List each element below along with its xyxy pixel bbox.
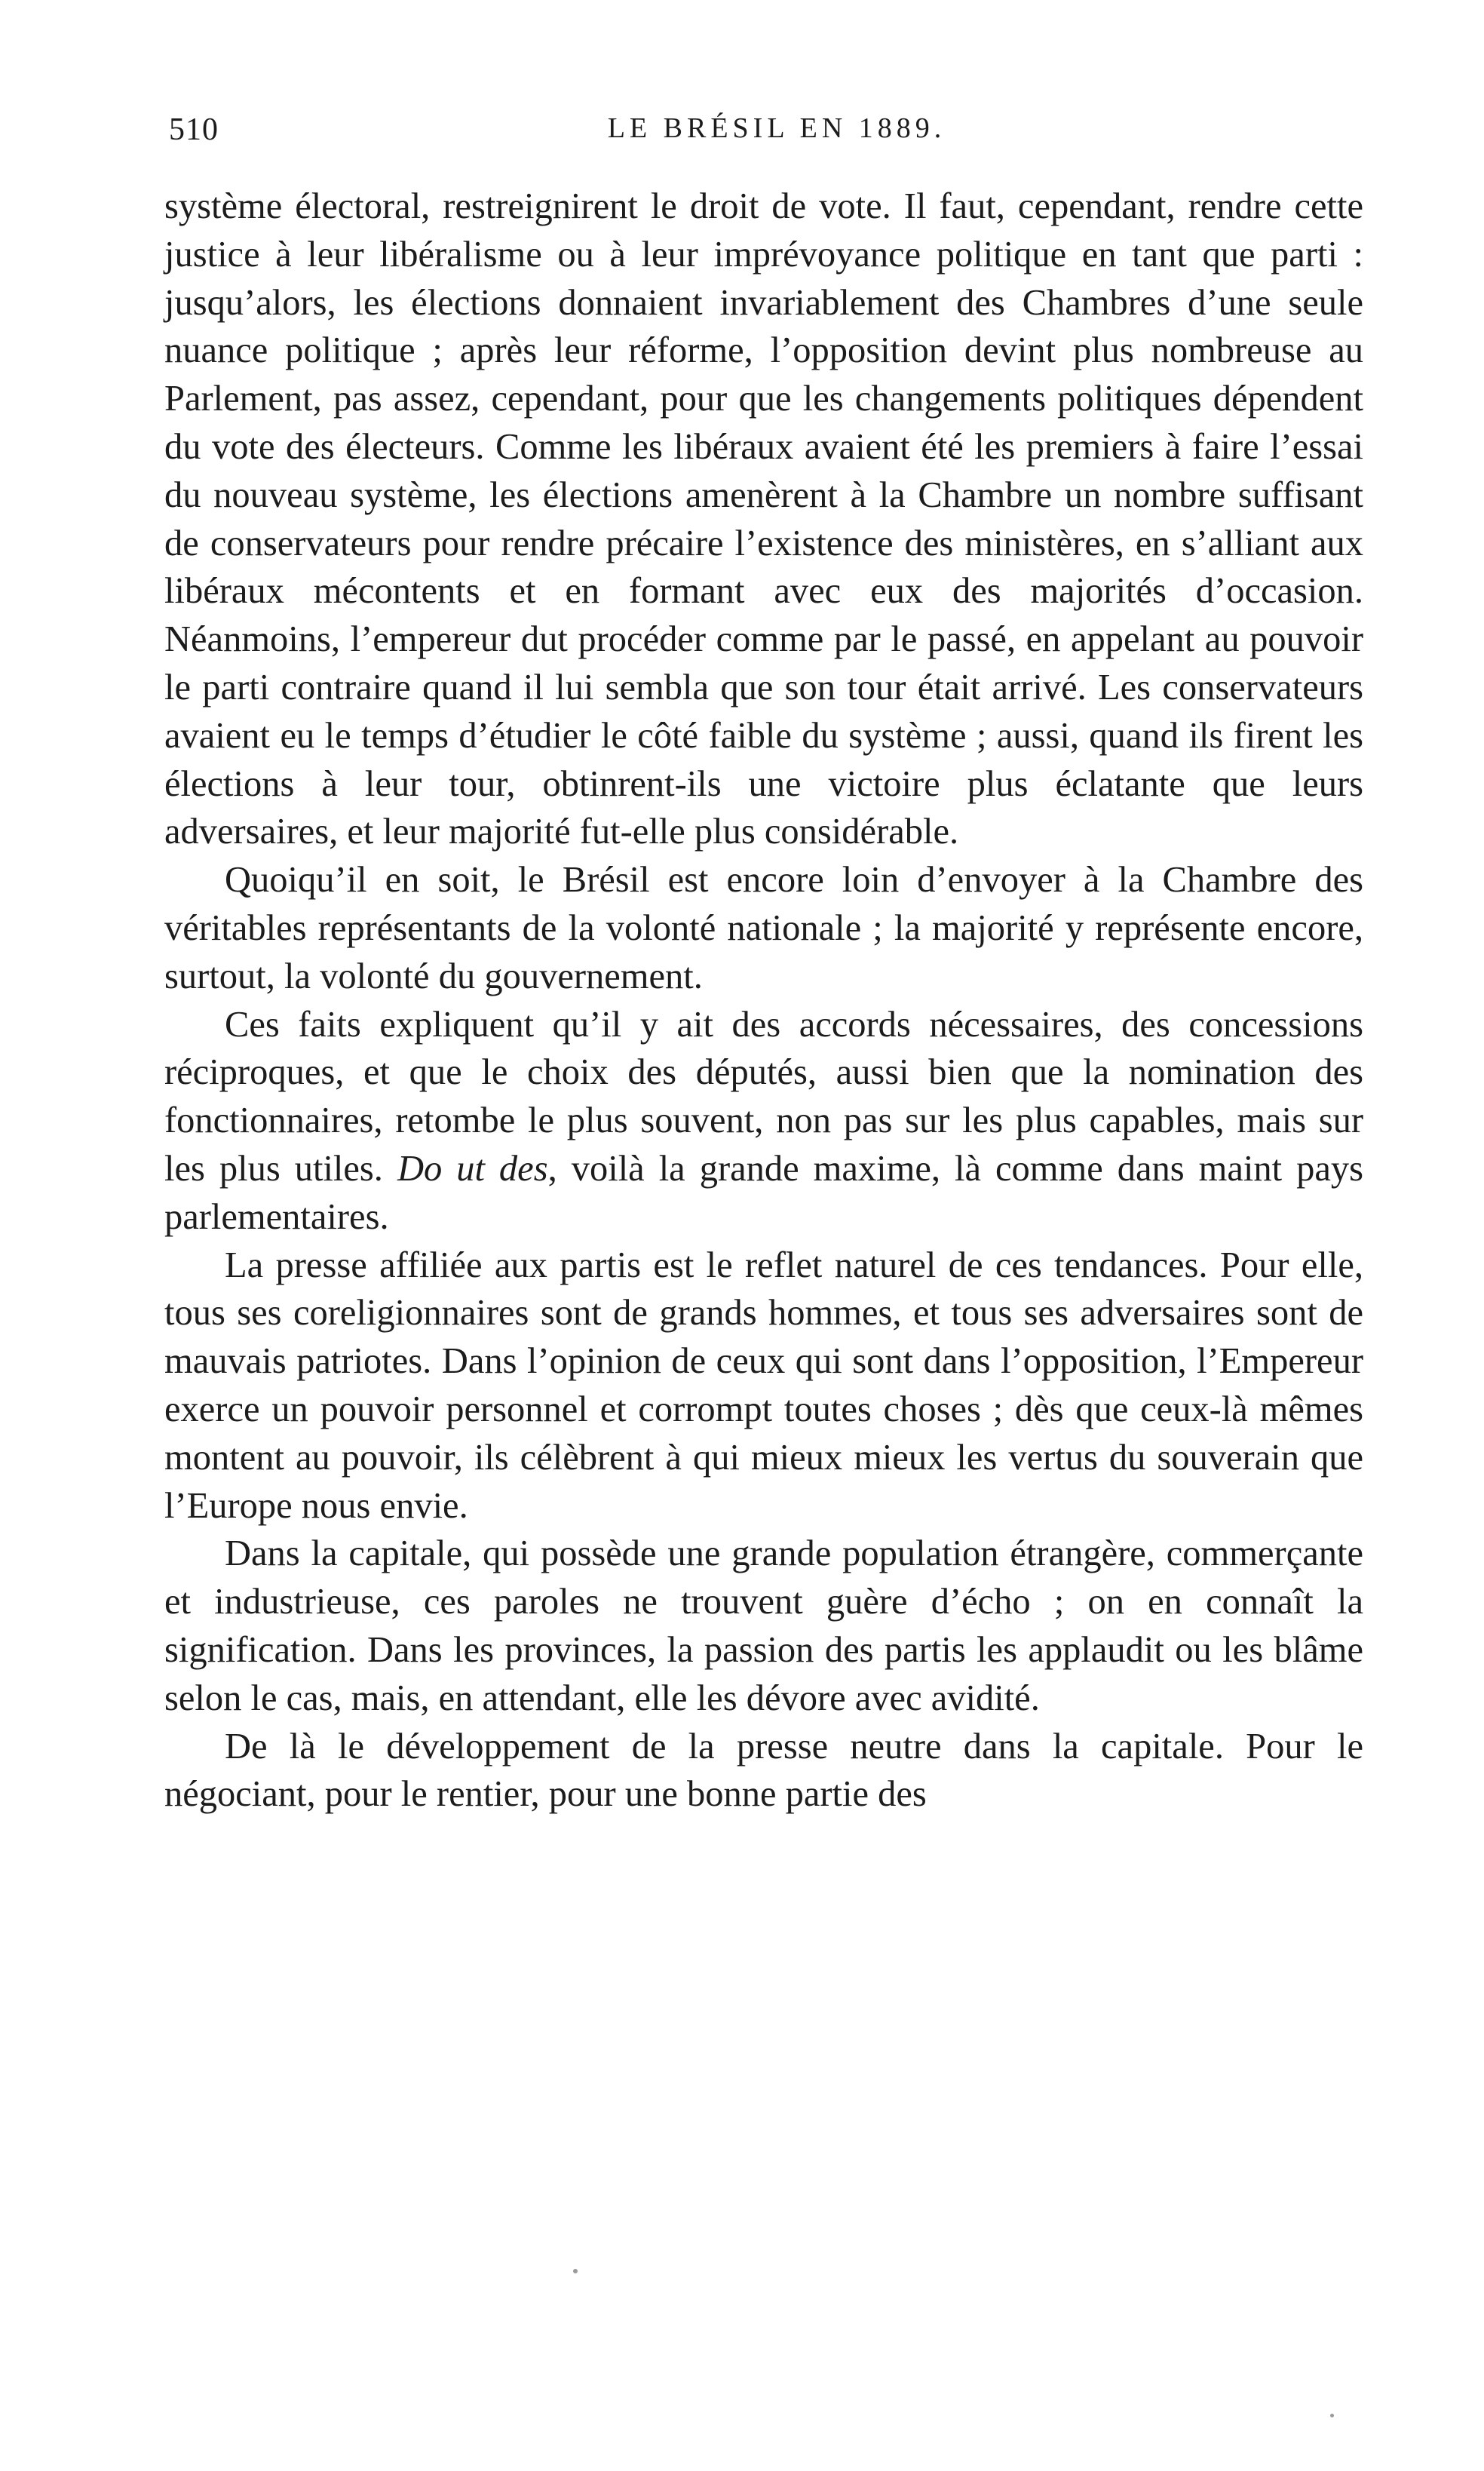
paragraph-do-ut-des-end: , voilà la grande maxime, là comme dans maint pays parlementaires. <box>164 1148 1364 1237</box>
paragraph-capital-provinces: Dans la capitale, qui possède une grande population étrangère, commerçante et industrieuse, ces paroles ne trouvent guère d’écho ; on en connaît la signification. Dans les provinces, la passion des partis les applaudit ou les blâme selon le cas, mais, en attendant, elle les dévore avec avidité. <box>164 1533 1363 1718</box>
paragraph-party-press: La presse affiliée aux partis est le reflet naturel de ces tendances. Pour elle, tous ses coreligionnaires sont de grands hommes, et tous ses adversaires sont de mauvais patriotes. Dans l’opinion de ceux qui sont dans l’opposition, l’Empereur exerce un pouvoir personnel et corrompt toutes choses ; dès que ceux-là mêmes montent au pouvoir, ils célèbrent à qui mieux mieux les vertus du souverain que l’Europe nous envie. <box>164 1245 1363 1526</box>
paragraph-do-ut-des <box>164 1001 1363 1242</box>
paragraph-neutral-press: De là le développement de la presse neutre dans la capitale. Pour le négociant, pour le rentier, pour une bonne partie des <box>164 1726 1363 1815</box>
paragraph-electoral-reform: système électoral, restreignirent le droit de vote. Il faut, cependant, rendre cette justice à leur libéralisme ou à leur imprévoyance politique en tant que parti : jusqu’alors, les élections donnaient invariablement des Chambres d’une seule nuance politique ; après leur réforme, l’opposition devint plus nombreuse au Parlement, pas assez, cependant, pour que les changements politiques dépendent du vote des électeurs. Comme les libéraux avaient été les premiers à faire l’essai du nouveau système, les élections amenèrent à la Chambre un nombre suffisant de conservateurs pour rendre précaire l’existence des ministères, en s’alliant aux libéraux mécontents et en formant avec eux des majorités d’occasion. Néanmoins, l’empereur dut procéder comme par le passé, en appelant au pouvoir le parti contraire quand il lui sembla que son tour était arrivé. Les conservateurs avaient eu le temps d’étudier le côté faible du système ; aussi, quand ils firent les élections à leur tour, obtinrent-ils une victoire plus éclatante que leurs adversaires, et leur majorité fut-elle plus considérable. <box>164 186 1363 852</box>
latin-maxim: Do ut des <box>397 1148 548 1189</box>
print-speck <box>1330 2414 1334 2417</box>
print-speck <box>573 2269 578 2273</box>
paragraph-do-ut-des-start: Ces faits expliquent qu’il y ait des accords nécessaires, des concessions réciproques, et que le choix des députés, aussi bien que la nomination des fonctionnaires, retombe le plus souvent, non pas sur les plus capables, mais sur les plus utiles. <box>164 1004 1363 1189</box>
page-number: 510 <box>169 112 219 147</box>
running-title: LE BRÉSIL EN 1889. <box>607 112 946 144</box>
body-text <box>164 183 1363 1819</box>
running-head <box>169 112 1357 157</box>
paragraph-national-will: Quoiqu’il en soit, le Brésil est encore loin d’envoyer à la Chambre des véritables représentants de la volonté nationale ; la majorité y représente encore, surtout, la volonté du gouvernement. <box>164 860 1363 996</box>
